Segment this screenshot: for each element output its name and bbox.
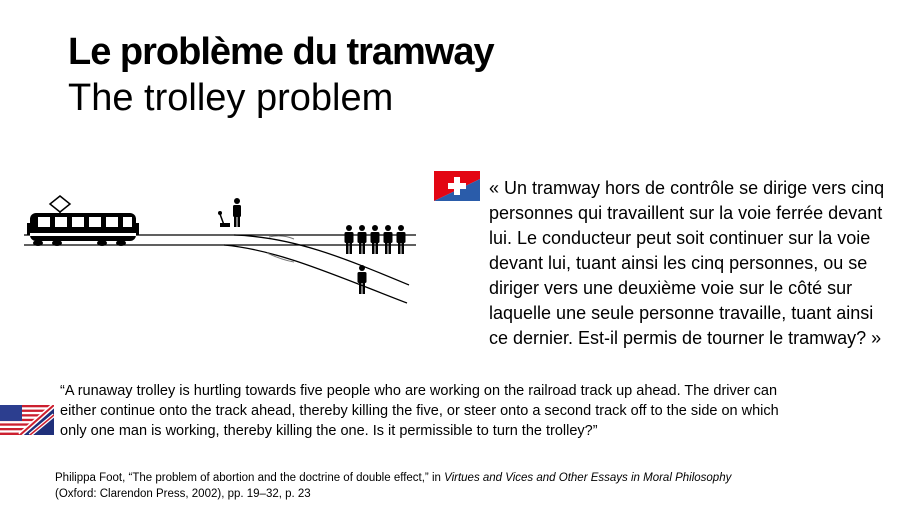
quote-english-line: “A runaway trolley is hurtling towards five people who are working on the railroad track up ahead. The driver can: [60, 383, 778, 399]
quote-english-line: only one man is working, thereby killing the one. Is it permissible to turn the trolley?”: [60, 423, 598, 439]
trolley-illustration: [24, 190, 424, 310]
tram-icon: [27, 196, 139, 246]
single-worker-icon: [358, 265, 367, 294]
citation-line-1: [55, 470, 905, 486]
lever-icon: [218, 211, 230, 227]
quote-french-line: lui. Le conducteur peut soit continuer sur la voie: [489, 228, 871, 248]
quote-french-line: laquelle une seule personne travaille, tuant ainsi: [489, 303, 874, 323]
quote-french-line: devant lui, tuant ainsi les cinq personnes, ou se: [489, 253, 868, 273]
flag-icon: [0, 405, 54, 435]
citation-author: Philippa Foot, “The problem of abortion and the doctrine of double effect,” in: [55, 472, 445, 484]
quote-english-line: either continue onto the track ahead, thereby killing the five, or steer onto a second track off to the side on which: [60, 403, 779, 419]
quote-french-line: diriger vers une deuxième voie sur le côté sur: [489, 278, 853, 298]
citation-line-2: (Oxford: Clarendon Press, 2002), pp. 19–32, p. 23: [55, 488, 311, 500]
citation-book-title: Virtues and Vices and Other Essays in Moral Philosophy: [444, 472, 732, 484]
quote-french-line: personnes qui travaillent sur la voie ferrée devant: [489, 203, 883, 223]
quote-english: [60, 381, 900, 441]
quote-french-line: ce dernier. Est-il permis de tourner le tramway? »: [489, 328, 882, 348]
quote-french: [489, 176, 915, 351]
slide-title-french: Le problème du tramway: [68, 31, 494, 73]
flag-icon: [434, 171, 480, 201]
five-workers-icon: [345, 225, 406, 254]
quote-french-line: « Un tramway hors de contrôle se dirige vers cinq: [489, 178, 885, 198]
citation: [55, 470, 905, 502]
bystander-person-icon: [233, 198, 241, 227]
slide-title-english: The trolley problem: [68, 77, 394, 119]
